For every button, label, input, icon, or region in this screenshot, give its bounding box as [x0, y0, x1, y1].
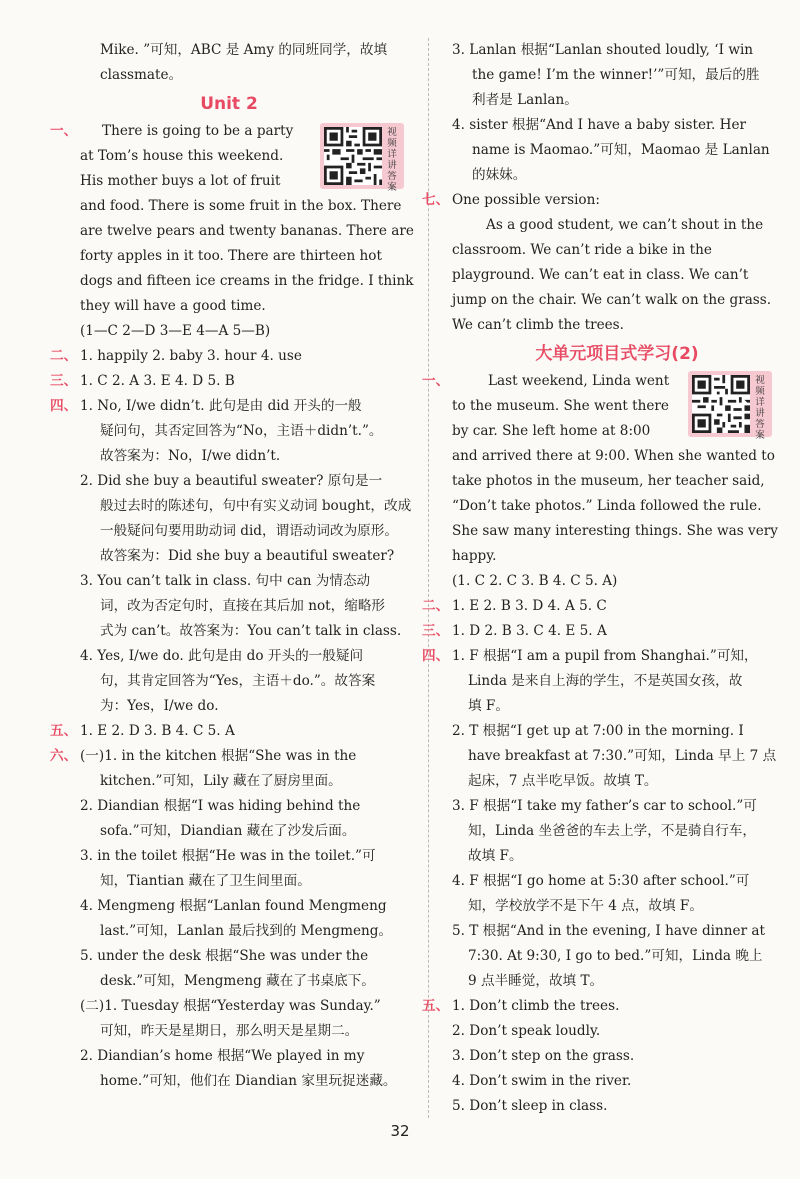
answer-line: 1. happily 2. baby 3. hour 4. use — [80, 348, 302, 364]
text-line: 1. in the kitchen 根据“She was in the — [104, 748, 357, 764]
text-line: they will have a good time. — [80, 298, 266, 314]
qr-code-icon — [692, 375, 750, 433]
text-line: Mike. ”可知，ABC 是 Amy 的同班同学，故填 — [100, 42, 388, 58]
text-line: 为：Yes，I/we do. — [100, 698, 219, 714]
text-line: 3. in the toilet 根据“He was in the toilet.”可 — [80, 848, 376, 864]
page-number: 32 — [390, 1122, 410, 1140]
text-line: (二)1. Tuesday 根据“Yesterday was Sunday.” — [80, 998, 381, 1014]
list-item: 4. Don’t swim in the river. — [452, 1073, 632, 1089]
text-line: jump on the chair. We can’t walk on the grass. — [452, 292, 772, 308]
text-line: 的妹妹。 — [472, 167, 527, 183]
text-line: by car. She left home at 8:00 — [452, 423, 651, 439]
text-line: are twelve pears and twenty bananas. There are — [80, 223, 414, 239]
text-line: home.”可知，他们在 Diandian 家里玩捉迷藏。 — [100, 1073, 397, 1089]
text-line: the game! I’m the winner!’”可知，最后的胜 — [472, 67, 760, 83]
answer-line: (1. C 2. C 3. B 4. C 5. A) — [452, 573, 618, 589]
left-column — [50, 38, 414, 1094]
text-line: name is Maomao.”可知，Maomao 是 Lanlan — [472, 142, 770, 158]
text-line: We can’t climb the trees. — [452, 317, 624, 333]
text-line: Linda 是来自上海的学生，不是英国女孩，故 — [468, 673, 743, 689]
text-line: 7:30. At 9:30, I go to bed.”可知，Linda 晚上 — [468, 948, 763, 964]
section-r1 — [422, 369, 782, 569]
list-item: 2. Don’t speak loudly. — [452, 1023, 601, 1039]
section-marker: 六、 — [50, 748, 78, 764]
qr-label: 视频详讲答案 — [755, 375, 765, 441]
text-line: 起床，7 点半吃早饭。故填 T。 — [468, 773, 658, 789]
text-line: desk.”可知，Mengmeng 藏在了书桌底下。 — [100, 973, 375, 989]
video-qr-code[interactable] — [688, 371, 772, 441]
list-item: 5. Don’t sleep in class. — [452, 1098, 608, 1114]
text-line: and food. There is some fruit in the box. There — [80, 198, 402, 214]
section-marker: 四、 — [50, 398, 78, 414]
text-line: 知，Tiantian 藏在了卫生间里面。 — [100, 873, 311, 889]
text-line: 知，学校放学不是下午 4 点，故填 F。 — [468, 898, 703, 914]
text-line: 9 点半睡觉，故填 T。 — [468, 973, 604, 989]
text-line: Last weekend, Linda went — [488, 373, 670, 389]
text-line: 4. F 根据“I go home at 5:30 after school.”可 — [452, 873, 750, 889]
text-line: “Don’t take photos.” Linda followed the rule. — [452, 498, 762, 514]
text-line: 4. Yes, I/we do. 此句是由 do 开头的一般疑问 — [80, 648, 364, 664]
text-line: 疑问句，其否定回答为“No，主语＋didn’t.”。 — [100, 423, 383, 439]
text-line: 知，Linda 坐爸爸的车去上学，不是骑自行车， — [468, 823, 756, 839]
list-item: 1. Don’t climb the trees. — [452, 998, 620, 1014]
section-1 — [50, 119, 414, 319]
answer-line: (1—C 2—D 3—E 4—A 5—B) — [80, 323, 271, 339]
section-marker: 七、 — [422, 192, 450, 208]
text-line: One possible version: — [452, 192, 600, 208]
text-line: playground. We can’t eat in class. We can’t — [452, 267, 749, 283]
section-marker: 三、 — [50, 373, 78, 389]
answer-line: 1. E 2. B 3. D 4. A 5. C — [452, 598, 607, 614]
text-line: 填 F。 — [468, 698, 509, 714]
unit-title: Unit 2 — [200, 94, 258, 114]
text-line: kitchen.”可知，Lily 藏在了厨房里面。 — [100, 773, 342, 789]
text-line: 式为 can’t。故答案为：You can’t talk in class. — [100, 623, 402, 639]
section-marker: 五、 — [422, 998, 450, 1014]
right-column — [422, 38, 782, 1119]
text-line: last.”可知，Lanlan 最后找到的 Mengmeng。 — [100, 923, 393, 939]
text-line: 利者是 Lanlan。 — [472, 92, 578, 108]
text-line: 2. Did she buy a beautiful sweater? 原句是一 — [80, 473, 383, 489]
text-line: 4. Mengmeng 根据“Lanlan found Mengmeng — [80, 898, 387, 914]
video-qr-code[interactable] — [320, 123, 404, 193]
text-line: There is going to be a party — [102, 123, 294, 139]
text-line: 4. sister 根据“And I have a baby sister. Her — [452, 117, 747, 133]
text-line: As a good student, we can’t shout in the — [486, 217, 764, 233]
answer-line: 1. D 2. B 3. C 4. E 5. A — [452, 623, 607, 639]
text-line: 5. under the desk 根据“She was under the — [80, 948, 369, 964]
text-line: 般过去时的陈述句，句中有实义动词 bought，改成 — [100, 498, 412, 514]
text-line: happy. — [452, 548, 497, 564]
part-label: (一) — [80, 748, 105, 764]
text-line: 2. Diandian 根据“I was hiding behind the — [80, 798, 361, 814]
answer-line: 1. C 2. A 3. E 4. D 5. B — [80, 373, 235, 389]
text-line: She saw many interesting things. She was very — [452, 523, 778, 539]
text-line: forty apples in it too. There are thirteen hot — [80, 248, 382, 264]
text-line: and arrived there at 9:00. When she wanted to — [452, 448, 775, 464]
qr-label: 视频详讲答案 — [387, 127, 397, 193]
text-line: 故答案为：Did she buy a beautiful sweater? — [100, 548, 395, 564]
section-marker: 一、 — [50, 123, 78, 139]
text-line: 可知，昨天是星期日，那么明天是星期二。 — [100, 1023, 359, 1039]
answer-line: 1. E 2. D 3. B 4. C 5. A — [80, 723, 235, 739]
text-line: 2. Diandian’s home 根据“We played in my — [80, 1048, 365, 1064]
text-line: 5. T 根据“And in the evening, I have dinner at — [452, 923, 765, 939]
section-marker: 四、 — [422, 648, 450, 664]
text-line: 3. You can’t talk in class. 句中 can 为情态动 — [80, 573, 371, 589]
text-line: at Tom’s house this weekend. — [80, 148, 284, 164]
text-line: classmate。 — [100, 67, 183, 83]
text-line: 3. F 根据“I take my father’s car to school.”可 — [452, 798, 757, 814]
text-line: have breakfast at 7:30.”可知，Linda 早上 7 点 — [468, 748, 777, 764]
text-line: 2. T 根据“I get up at 7:00 in the morning. I — [452, 723, 744, 739]
text-line: 3. Lanlan 根据“Lanlan shouted loudly, ‘I win — [452, 42, 754, 58]
list-item: 3. Don’t step on the grass. — [452, 1048, 635, 1064]
unit-title: 大单元项目式学习(2) — [535, 344, 699, 364]
text-line: 故答案为：No，I/we didn’t. — [100, 448, 281, 464]
text-line: 句，其肯定回答为“Yes，主语＋do.”。故答案 — [100, 673, 376, 689]
text-line: take photos in the museum, her teacher said, — [452, 473, 765, 489]
text-line: classroom. We can’t ride a bike in the — [452, 242, 712, 258]
text-line: His mother buys a lot of fruit — [80, 173, 281, 189]
text-line: sofa.”可知，Diandian 藏在了沙发后面。 — [100, 823, 356, 839]
text-line: 词，改为否定句时，直接在其后加 not，缩略形 — [100, 598, 386, 614]
text-line: 一般疑问句要用助动词 did，谓语动词改为原形。 — [100, 523, 398, 539]
text-line: 故填 F。 — [468, 848, 523, 864]
section-marker: 二、 — [422, 598, 450, 614]
section-marker: 一、 — [422, 373, 450, 389]
text-line: dogs and fifteen ice creams in the fridge. I think — [80, 273, 414, 289]
section-marker: 三、 — [422, 623, 450, 639]
qr-code-icon — [324, 127, 382, 185]
section-marker: 五、 — [50, 723, 78, 739]
text-line: to the museum. She went there — [452, 398, 669, 414]
text-line: 1. No, I/we didn’t. 此句是由 did 开头的一般 — [80, 398, 362, 414]
text-line: 1. F 根据“I am a pupil from Shanghai.”可知， — [452, 648, 758, 664]
section-marker: 二、 — [50, 348, 78, 364]
